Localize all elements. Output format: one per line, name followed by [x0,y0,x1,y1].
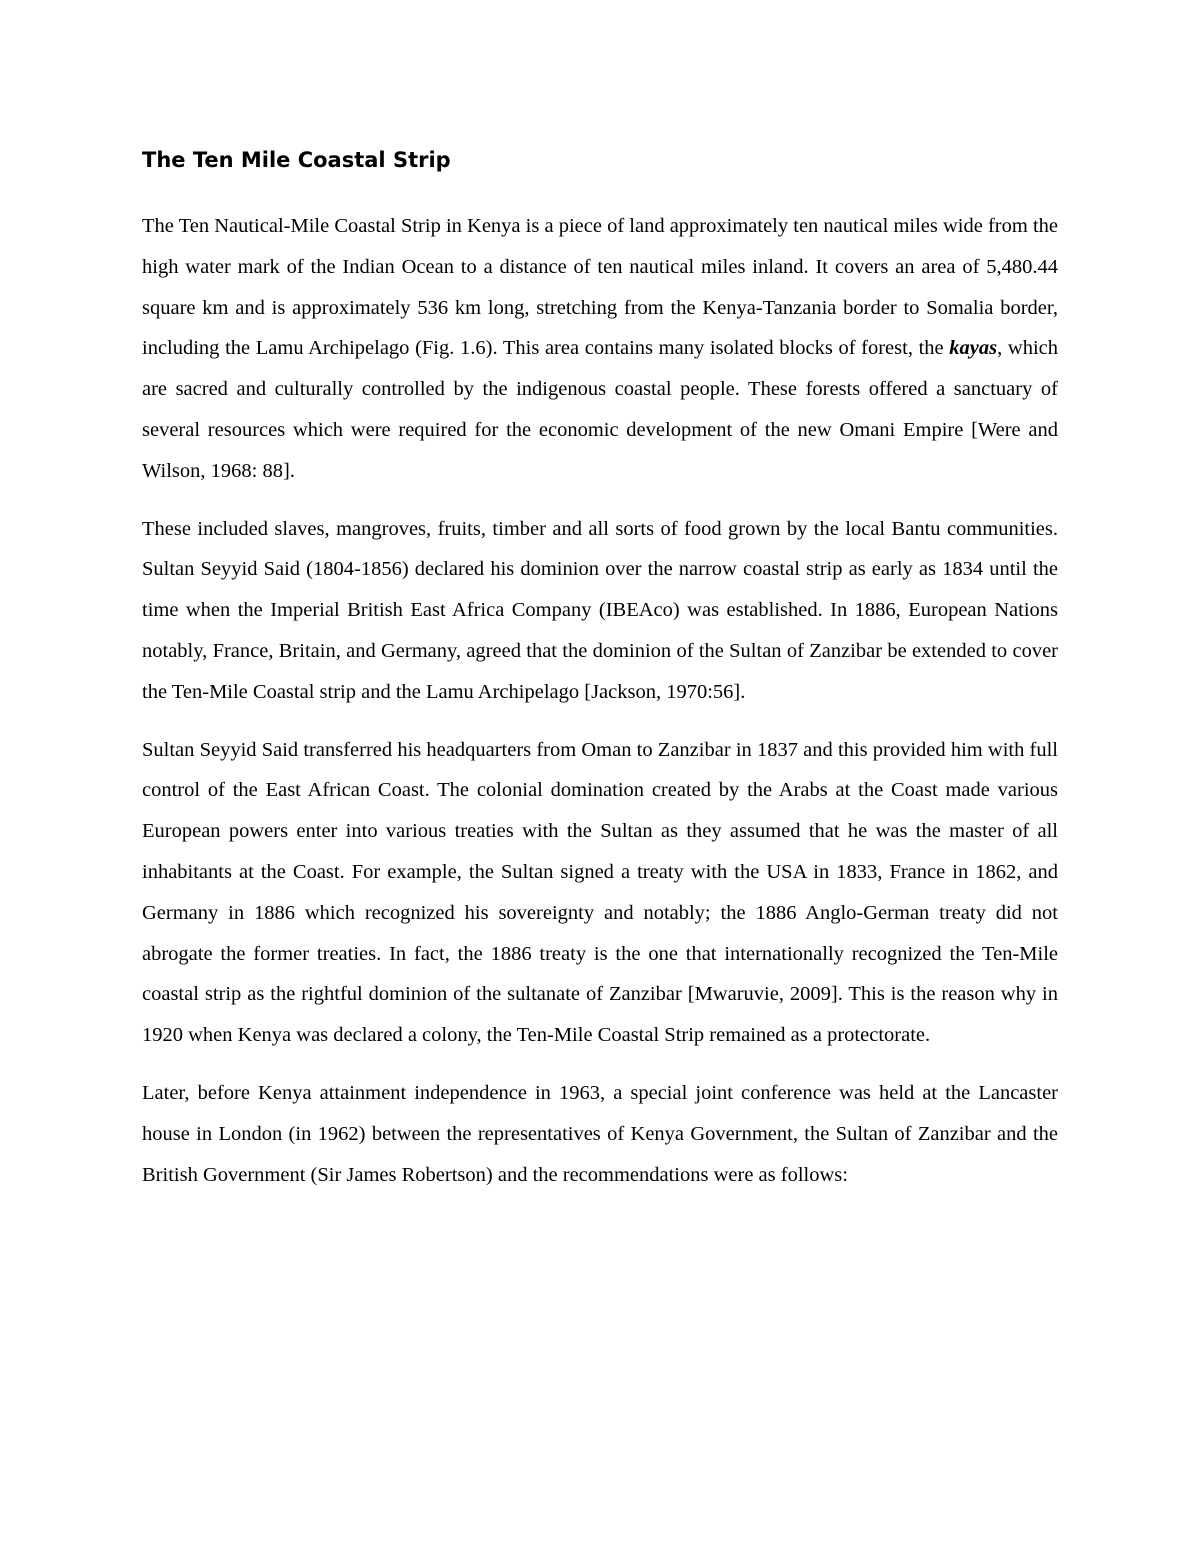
document-title: The Ten Mile Coastal Strip [142,148,451,172]
paragraph-1-text-end: , which are sacred and culturally controlled by the indigenous coastal people. These forests offered a sanctuary of several resources which were required for the economic development of the new Omani Empire [Were and Wilson, 1968: 88]. [142,337,1058,482]
document-body [142,206,1058,1195]
paragraph-1-text-start: The Ten Nautical-Mile Coastal Strip in Kenya is a piece of land approximately ten nautical miles wide from the high water mark of the Indian Ocean to a distance of ten nautical miles inland. It covers an area of 5,480.44 square km and is approximately 536 km long, stretching from the Kenya-Tanzania border to Somalia border, including the Lamu Archipelago (Fig. 1.6). This area contains many isolated blocks of forest, the [142,215,1058,360]
paragraph-4: Later, before Kenya attainment independence in 1963, a special joint conference was held at the Lancaster house in London (in 1962) between the representatives of Kenya Government, the Sultan of Zanzibar and the British Government (Sir James Robertson) and the recommendations were as follows: [142,1081,1058,1186]
paragraph-2: These included slaves, mangroves, fruits, timber and all sorts of food grown by the local Bantu communities. Sultan Seyyid Said (1804-1856) declared his dominion over the narrow coastal strip as early as 1834 until the time when the Imperial British East Africa Company (IBEAco) was established. In 1886, European Nations notably, France, Britain, and Germany, agreed that the dominion of the Sultan of Zanzibar be extended to cover the Ten-Mile Coastal strip and the Lamu Archipelago [Jackson, 1970:56]. [142,517,1058,703]
paragraph-1 [142,206,1058,492]
paragraph-3: Sultan Seyyid Said transferred his headquarters from Oman to Zanzibar in 1837 and this provided him with full control of the East African Coast. The colonial domination created by the Arabs at the Coast made various European powers enter into various treaties with the Sultan as they assumed that he was the master of all inhabitants at the Coast. For example, the Sultan signed a treaty with the USA in 1833, France in 1862, and Germany in 1886 which recognized his sovereignty and notably; the 1886 Anglo-German treaty did not abrogate the former treaties. In fact, the 1886 treaty is the one that internationally recognized the Ten-Mile coastal strip as the rightful dominion of the sultanate of Zanzibar [Mwaruvie, 2009]. This is the reason why in 1920 when Kenya was declared a colony, the Ten-Mile Coastal Strip remained as a protectorate. [142,738,1058,1047]
kayas-emphasis: kayas [949,337,998,360]
